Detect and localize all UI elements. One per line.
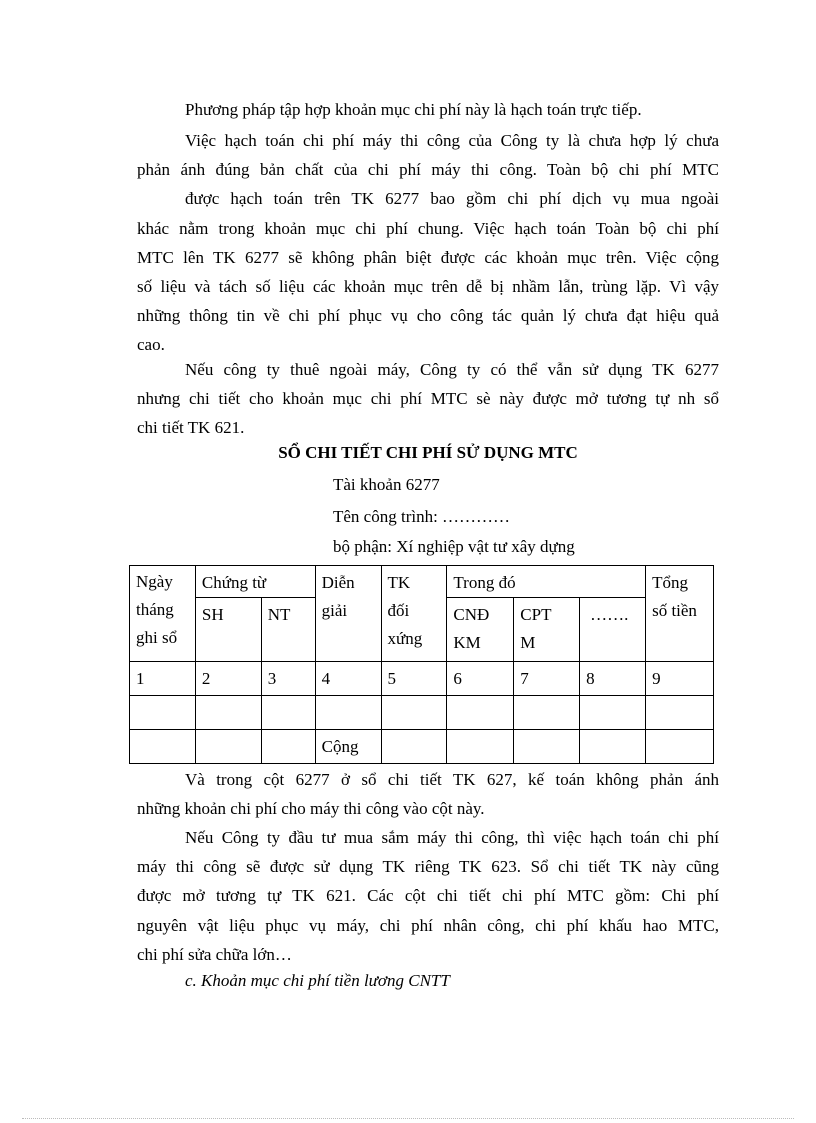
header-sh: SH [195, 598, 261, 662]
table-cell [580, 730, 646, 764]
header-nt: NT [261, 598, 315, 662]
header-voucher: Chứng từ [195, 566, 315, 598]
paragraph-2-line: Việc hạch toán chi phí máy thi công của Công ty là chưa hợp lý chưa [185, 131, 719, 150]
table-cell: 9 [646, 662, 714, 696]
table-cell: 3 [261, 662, 315, 696]
header-counter-account: TK đối xứng [381, 566, 447, 662]
table-cell [646, 730, 714, 764]
table-cell [195, 696, 261, 730]
paragraph-3-line: nhưng chi tiết cho khoản mục chi phí MTC sè này được mở tương tự nh sổ [137, 389, 719, 409]
paragraph-5-line: Nếu Công ty đầu tư mua sắm máy thi công, thì việc hạch toán chi phí [185, 828, 719, 847]
paragraph-2-line: cao. [137, 335, 165, 355]
table-cell: 1 [130, 662, 196, 696]
paragraph-1-line: Phương pháp tập hợp khoản mục chi phí này là hạch toán trực tiếp. [185, 100, 642, 119]
paragraph-5-line: nguyên vật liệu phục vụ máy, chi phí nhân công, chi phí khấu hao MTC, [137, 915, 719, 935]
table-cell [261, 730, 315, 764]
paragraph-2-line: những thông tin về chi phí phục vụ cho công tác quản lý chưa đạt hiệu quả [137, 306, 719, 326]
header-cpt-m: CPT M [514, 598, 580, 662]
table-cell [195, 730, 261, 764]
paragraph-5 [137, 823, 719, 969]
paragraph-5-line: được mở tương tự TK 621. Các cột chi tiết chi phí MTC gồm: Chi phí [137, 886, 719, 906]
table-sum-row [130, 730, 714, 764]
header-date: Ngày tháng ghi sổ [130, 566, 196, 662]
paragraph-1 [137, 95, 719, 124]
table-cell: 6 [447, 662, 514, 696]
table-cell [447, 730, 514, 764]
table-cell: 4 [315, 662, 381, 696]
table-cell [580, 696, 646, 730]
table-cell: 5 [381, 662, 447, 696]
paragraph-3 [137, 355, 719, 443]
paragraph-2-line: phản ánh đúng bản chất của chi phí máy thi công. Toàn bộ chi phí MTC [137, 160, 719, 180]
sum-label: Cộng [315, 730, 381, 764]
table-cell [315, 696, 381, 730]
paragraph-2-line: MTC lên TK 6277 sẽ không phân biệt được các khoản mục trên. Việc cộng [137, 247, 719, 267]
table-cell [447, 696, 514, 730]
table-cell: 2 [195, 662, 261, 696]
paragraph-4 [137, 765, 719, 823]
paragraph-2-line: được hạch toán trên TK 6277 bao gồm chi phí dịch vụ mua ngoài [185, 189, 719, 209]
header-description: Diễn giải [315, 566, 381, 662]
header-of-which: Trong đó [447, 566, 646, 598]
paragraph-3-line: Nếu công ty thuê ngoài máy, Công ty có thể vẫn sử dụng TK 6277 [185, 360, 719, 379]
table-cell [130, 730, 196, 764]
table-cell [261, 696, 315, 730]
page-bottom-divider [22, 1118, 794, 1119]
table-row [130, 696, 714, 730]
ledger-account: Tài khoản 6277 [333, 475, 440, 494]
paragraph-2-line: khác nằm trong khoản mục chi phí chung. Việc hạch toán Toàn bộ chi phí [137, 218, 719, 238]
table-number-row [130, 662, 714, 696]
table-cell [514, 696, 580, 730]
table-cell [130, 696, 196, 730]
paragraph-5-line: máy thi công sẽ được sử dụng TK riêng TK 623. Sổ chi tiết TK này cũng [137, 857, 719, 877]
section-heading: c. Khoản mục chi phí tiền lương CNTT [185, 971, 450, 990]
table-cell: 7 [514, 662, 580, 696]
header-cnd-km: CNĐ KM [447, 598, 514, 662]
table-cell [646, 696, 714, 730]
table-cell [514, 730, 580, 764]
table-cell [381, 696, 447, 730]
table-header-row [130, 566, 714, 598]
paragraph-4-line: những khoản chi phí cho máy thi công vào cột này. [137, 799, 485, 819]
paragraph-5-line: chi phí sửa chữa lớn… [137, 944, 292, 964]
paragraph-2-line: số liệu và tách số liệu các khoản mục trên dễ bị nhầm lẫn, trùng lặp. Vì vậy [137, 277, 719, 297]
table-cell: 8 [580, 662, 646, 696]
paragraph-4-line: Và trong cột 6277 ở sổ chi tiết TK 627, kế toán không phản ánh [185, 770, 719, 789]
paragraph-2 [137, 126, 719, 360]
ledger-title: SỔ CHI TIẾT CHI PHÍ SỬ DỤNG MTC [278, 443, 578, 462]
paragraph-3-line: chi tiết TK 621. [137, 418, 245, 438]
ledger-department: bộ phận: Xí nghiệp vật tư xây dựng [333, 537, 575, 556]
ledger-table [129, 565, 714, 764]
header-other: ……. [580, 598, 646, 662]
ledger-project: Tên công trình: ………… [333, 507, 511, 526]
header-total: Tổng số tiền [646, 566, 714, 662]
table-cell [381, 730, 447, 764]
